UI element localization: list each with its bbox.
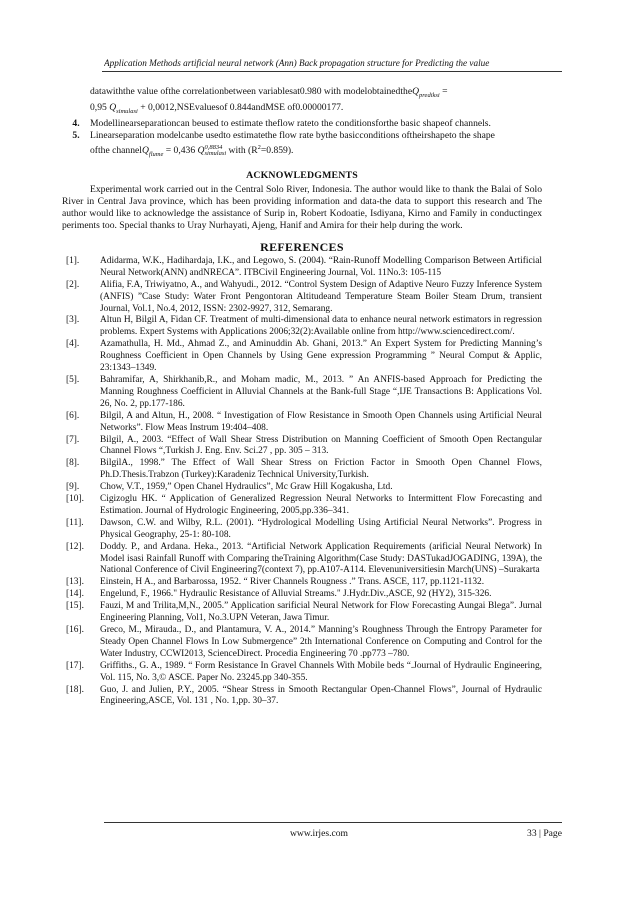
reference-item (62, 458, 542, 482)
reference-text: Greco, M., Mirauda., D., and Plantamura, V. A., 2014.” Manning’s Roughness Through the Entropy Parameter for Steady Open Channel Flows In Low Submergence” 2th International Conference on Computing and Control for the Water Industry, CCWI2013, ScienceDirect. Procedia Engineering 70 .pp773 –780. (100, 625, 542, 659)
running-header: Application Methods artificial neural network (Ann) Back propagation structure for Predicting the value (104, 58, 490, 68)
reference-item (62, 256, 542, 280)
reference-item (62, 339, 542, 375)
reference-number: [3]. (66, 315, 80, 326)
reference-text: Alifia, F.A, Triwiyatno, A., and Wahyudi., 2012. “Control System Design of Adaptive Neuro Fuzzy Inference System (ANFIS) ”Case Study: Water Front Pengontoran Altitudeand Temperature Steam Boiler Steam Drum, transient Journal, Vol.1, No.4, 2012, ISSN: 2302-9927, 312, Semarang. (100, 279, 542, 314)
intro-line-2 (90, 102, 542, 118)
conclusion-item (62, 130, 542, 161)
reference-item (62, 435, 542, 459)
reference-number: [13]. (66, 577, 84, 588)
acknowledgments-text: Experimental work carried out in the Central Solo River, Indonesia. The author would like to thank the Balai of Solo River in Central Java province, which has been providing information and data-the data to support this research and The author would like to acknowledge the assistance of Surip in, Robert Kodoatie, Isdiyana, Kirno and Family in conductingex periments too. Special thanks to Uray Nurhayati, Ajeng, Hanif and Amira for their help during the work. (62, 183, 542, 231)
coefficient: 0,95 (90, 101, 110, 113)
reference-number: [16]. (66, 625, 84, 635)
reference-item (62, 625, 542, 661)
reference-item (62, 494, 542, 518)
reference-item (62, 542, 542, 578)
reference-item (62, 589, 542, 601)
reference-number: [15]. (66, 601, 84, 612)
reference-number: [9]. (66, 482, 80, 493)
reference-text: Azamathulla, H. Md., Ahmad Z., and Aminuddin Ab. Ghani, 2013.” An Expert System for Predicting Manning’s Roughness Coefficient in Open Channels by Using Gene expression Programming ” Neural Comput & Applic, 23:1343–1349. (100, 339, 542, 374)
conclusion-item (62, 118, 542, 130)
reference-text: Bilgil, A., 2003. “Effect of Wall Shear Stress Distribution on Manning Coefficient of Smooth Open Rectangular Channel Flows “,Turkish J. Eng. Env. Sci.27 , pp. 305 – 313. (100, 434, 542, 457)
q-simulasi-power-symbol: Q 0,8834 simulasi (197, 143, 227, 157)
reference-item (62, 577, 542, 589)
reference-number: [6]. (66, 410, 80, 421)
acknowledgments-heading: ACKNOWLEDGMENTS (246, 169, 358, 181)
reference-number: [7]. (66, 434, 80, 445)
header-rule (102, 71, 562, 72)
intro-paragraph (90, 86, 542, 118)
reference-item (62, 280, 542, 316)
reference-number: [2]. (66, 279, 80, 290)
reference-text: Adidarma, W.K., Hadihardaja, I.K., and Legowo, S. (2004). “Rain-Runoff Modelling Comparison Between Artificial Neural Network(ANN) andNRECA”. ITBCivil Engineering Journal, Vol. 11No.3: 105-115 (100, 255, 542, 278)
footer-url: www.irjes.com (290, 828, 348, 839)
references-heading: REFERENCES (260, 239, 344, 254)
item-text: Linearseparation modelcanbe usedto estimatethe flow rate bythe basicconditions oftheirshapeto the shape ofthe channelQ$_{flume}$ = 0,436 Q 0,8834 simulasi with $(R^2=0.859)$. (90, 129, 495, 158)
reference-text: Chow, V.T., 1959,” Open Chanel Hydraulics”, Mc Graw Hill Kogakusha, Ltd. (100, 482, 393, 493)
reference-item (62, 411, 542, 435)
reference-text: Doddy. P., and Ardana. Heka., 2013. “Artificial Network Application Requirements (arificial Neural Network) In Model isasi Rainfall Runoff with Comparing theTraining Algorithm(Case Study: DASTukadJOGADING, 139A), the National Conference of Civil Engineering7(context 7), pp.A107-A114. Elevenuniversitiesin March(UNS) –Surakarta (100, 541, 542, 576)
reference-item (62, 375, 542, 411)
reference-text: Bilgil, A and Altun, H., 2008. “ Investigation of Flow Resistance in Smooth Open Channels using Artificial Neural Networks”. Flow Meas Instrum 19:404–408. (100, 410, 542, 433)
reference-text: Fauzi, M and Trilita,M,N., 2005.” Application sarificial Neural Network for Flow Forecasting Aungai Blega”. Jurnal Engineering Planning, Vol1, No.3.UPN Veteran, Jawa Timur. (100, 601, 542, 624)
reference-text: BilgilA., 1998.” The Effect of Wall Shear Stress on Friction Factor in Smooth Open Channel Flows, Ph.D.Thesis.Trabzon (Turkey):Karadeniz Technical University,Turkish. (100, 458, 542, 481)
reference-text: Bahramifar, A, Shirkhanib,R., and Moham madic, M., 2013. ” An ANFIS-based Approach for Predicting the Manning Roughness Coefficient in Alluvial Channels at the Bank-full Stage “,IJE Transactions B: Applications Vol. 26, No. 2, pp.177-186. (100, 374, 542, 409)
reference-item (62, 661, 542, 685)
reference-item (62, 482, 542, 494)
reference-number: [17]. (66, 660, 84, 671)
q-prediksi-symbol: $Q_{prediksi}$ (412, 86, 440, 99)
q-flume-symbol: $Q_{flume}$ (141, 145, 164, 158)
intro-line-1 (90, 86, 542, 102)
intro-text-2: + 0,0012,NSEvaluesof 0.844andMSE of0.00000177. (137, 101, 344, 113)
reference-number: [11]. (66, 517, 84, 528)
footer-page-number: 33 | Page (527, 828, 562, 839)
q-simulasi-symbol: $Q_{simulasi}$ (109, 101, 138, 115)
intro-text-1: datawiththe value ofthe correlationbetween variablesat0.980 with modelobtainedthe (90, 86, 413, 97)
item-number: 5. (72, 129, 80, 141)
reference-number: [12]. (66, 541, 84, 552)
reference-number: [5]. (66, 374, 80, 385)
equals-sign: = (439, 86, 448, 97)
reference-text: Einstein, H A., and Barbarossa, 1952. “ River Channels Rougness .” Trans. ASCE, 117, pp.1121-1132. (100, 577, 485, 588)
reference-text: Engelund, F., 1966." Hydraulic Resistance of Alluvial Streams." J.Hydr.Div.,ASCE, 92 (HY2), 315-326. (100, 589, 492, 600)
reference-number: [4]. (66, 339, 80, 350)
item-text: Modellinearseparationcan beused to estimate theflow rateto the conditionsforthe basic shapeof channels. (90, 117, 491, 129)
reference-number: [18]. (66, 684, 84, 695)
reference-item (62, 315, 542, 339)
item-number: 4. (72, 117, 80, 129)
footer-rule (104, 822, 562, 823)
reference-item (62, 685, 542, 709)
reference-list (62, 256, 542, 708)
reference-text: Altun H, Bilgil A, Fidan CF. Treatment of multi-dimensional data to enhance neural network estimators in regression problems. Expert Systems with Applications 2006;32(2):Available online from http://www.sciencedirect.com/. (100, 315, 542, 338)
reference-item (62, 518, 542, 542)
reference-text: Dawson, C.W. and Wilby, R.L. (2001). “Hydrological Modelling Using Artificial Neural Networks”. Progress in Physical Geography, 25-1: 80-108. (100, 517, 542, 540)
reference-number: [1]. (66, 255, 80, 266)
reference-text: Cigizoglu HK. “ Application of Generalized Regression Neural Networks to Intermittent Flow Forecasting and Estimation. Journal of Hydrologic Engineering, 2005,pp.336–341. (100, 494, 542, 516)
reference-text: Griffiths., G. A., 1989. “ Form Resistance In Gravel Channels With Mobile beds “.Journal of Hydraulic Engineering, Vol. 115, No. 3,© ASCE. Paper No. 23245.pp 340-355. (100, 660, 542, 683)
reference-text: Guo, J. and Julien, P.Y., 2005. “Shear Stress in Smooth Rectangular Open-Channel Flows”, Journal of Hydraulic Engineering,ASCE, Vol. 131 , No. 1,pp. 30–37. (100, 684, 542, 707)
reference-number: [8]. (66, 458, 80, 469)
page-body (62, 86, 542, 708)
reference-number: [14]. (66, 589, 84, 600)
reference-item (62, 601, 542, 625)
reference-number: [10]. (66, 494, 84, 505)
